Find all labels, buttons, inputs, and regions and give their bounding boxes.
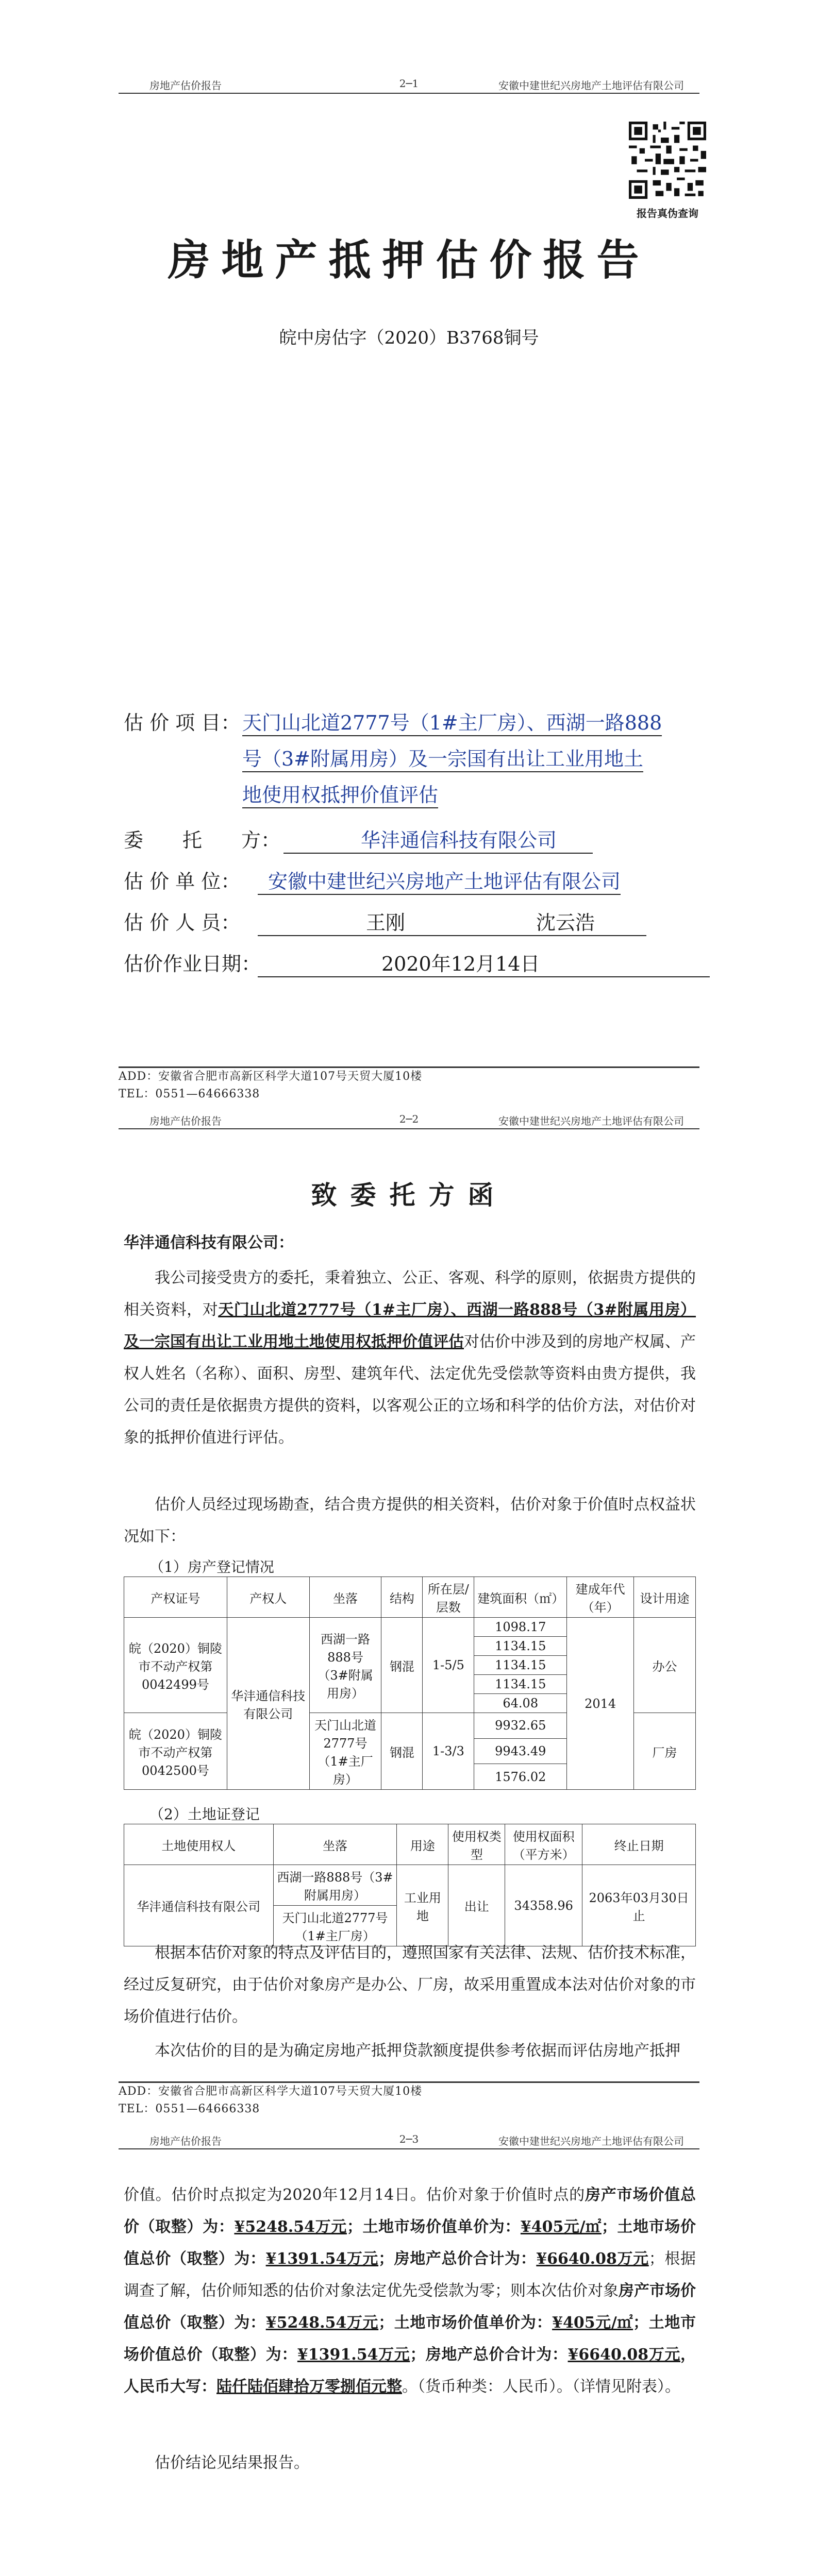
letter-paragraph-4: 本次估价的目的是为确定房地产抵押贷款额度提供参考依据而评估房地产抵押 (155, 2042, 680, 2060)
col-area: 建筑面积（㎡） (474, 1577, 567, 1618)
appraiser-value: 安徽中建世纪兴房地产土地评估有限公司 (258, 866, 621, 895)
date-value: 2020年12月14日 (258, 948, 710, 977)
area-1: 1098.17 (474, 1618, 567, 1637)
area-6: 9932.65 (474, 1713, 567, 1739)
col-land-type: 使用权类型 (448, 1824, 505, 1865)
col-year: 建成年代（年） (567, 1577, 634, 1618)
conclusion-paragraph-2: 估价结论见结果报告。 (155, 2454, 309, 2472)
land-location-1: 西湖一路888号（3#附属用房） (273, 1865, 397, 1906)
col-land-location: 坐落 (273, 1824, 397, 1865)
header-page-number: 2─3 (399, 2133, 419, 2145)
use-1: 办公 (634, 1618, 696, 1713)
page-header (119, 2133, 699, 2149)
conclusion-paragraph (124, 2179, 696, 2403)
build-year: 2014 (567, 1618, 634, 1790)
client-label: 委 托 方： (124, 829, 281, 852)
floor-2: 1-3/3 (423, 1713, 474, 1790)
date-label: 估价作业日期： (124, 953, 261, 975)
page-header (119, 77, 699, 94)
text: ，人民币大写： (124, 2346, 696, 2396)
table1-caption: （1）房产登记情况 (149, 1558, 274, 1575)
floor-1: 1-5/5 (423, 1618, 474, 1713)
p1-rest: 对估价中涉及到的房地产权属、产权人姓名（名称）、面积、房型、建筑年代、法定优先受偿款等资料由贵方提供，我公司的责任是依据贵方提供的资料，以客观公正的立场和科学的估价方法，对估价对象的抵押价值进行评估。 (124, 1333, 696, 1447)
col-owner: 产权人 (227, 1577, 309, 1618)
header-page-number: 2─1 (399, 77, 419, 90)
text: ；土地市场价值单价为： (378, 2314, 553, 2332)
area-8: 1576.02 (474, 1764, 567, 1790)
land-end-date: 2063年03月30日止 (582, 1865, 696, 1946)
text: ；根据调查了解，估价师知悉的估价对象法定优先受偿款为零；则本次估价对象 (124, 2250, 696, 2300)
header-right: 安徽中建世纪兴房地产土地评估有限公司 (498, 2135, 684, 2147)
letter-title: 致委托方函 (311, 1180, 507, 1210)
col-use: 设计用途 (634, 1577, 696, 1618)
footer-address: ADD：安徽省合肥市高新区科学大道107号天贸大厦10楼 (119, 1070, 423, 1083)
value-grand-total: ¥6640.08万元 (536, 2250, 649, 2268)
col-cert: 产权证号 (124, 1577, 227, 1618)
area-4: 1134.15 (474, 1675, 567, 1694)
qr-caption: 报告真伪查询 (637, 207, 698, 219)
col-land-area: 使用权面积（平方米） (505, 1824, 582, 1865)
property-registration-table (124, 1577, 696, 1790)
table-row (124, 1865, 696, 1906)
cover-page (0, 0, 818, 1100)
land-holder: 华沣通信科技有限公司 (124, 1865, 274, 1946)
cert-2: 皖（2020）铜陵市不动产权第0042500号 (124, 1713, 227, 1790)
value-land-unit: ¥405元/㎡ (520, 2218, 602, 2236)
page-footer (119, 2081, 699, 2118)
location-1: 西湖一路888号（3#附属用房） (309, 1618, 381, 1713)
project-label: 估 价 项 目： (124, 711, 241, 734)
table2-caption: （2）土地证登记 (149, 1806, 260, 1823)
col-land-end: 终止日期 (582, 1824, 696, 1865)
qr-code-icon[interactable] (629, 122, 706, 199)
conclusion-page (0, 2123, 818, 2576)
land-location-2: 天门山北道2777号（1#主厂房） (273, 1906, 397, 1946)
letter-paragraph-2: 估价人员经过现场勘查，结合贵方提供的相关资料，估价对象于价值时点权益状况如下： (124, 1496, 696, 1546)
col-location: 坐落 (309, 1577, 381, 1618)
col-structure: 结构 (381, 1577, 423, 1618)
page-header (119, 1113, 699, 1129)
header-left: 房地产估价报告 (149, 79, 222, 92)
col-land-use: 用途 (397, 1824, 448, 1865)
land-type: 出让 (448, 1865, 505, 1946)
col-floor: 所在层/层数 (423, 1577, 474, 1618)
text: ；土地市场价值总价（取整）为： (124, 2314, 696, 2364)
p1-intro: 我公司接受贵方的委托，秉着独立、公正、客观、科学的原则，依据贵方提供的相关资料，对 (124, 1269, 696, 1319)
area-7: 9943.49 (474, 1738, 567, 1764)
project-line-1: 天门山北道2777号（1#主厂房）、西湖一路888 (242, 707, 662, 736)
letter-salutation: 华沣通信科技有限公司： (124, 1234, 294, 1252)
land-certificate-table (124, 1824, 696, 1946)
appraiser-label: 估 价 单 位： (124, 870, 241, 893)
structure-2: 钢混 (381, 1713, 423, 1790)
value-land-total-2: ¥1391.54万元 (297, 2346, 410, 2364)
value-building-total-2: ¥5248.54万元 (265, 2314, 379, 2332)
text: ；土地市场价值单价为： (346, 2218, 521, 2236)
letter-paragraph-3: 根据本估价对象的特点及评估目的，遵照国家有关法律、法规、估价技术标准，经过反复研究，由于估价对象房产是办公、厂房，故采用重置成本法对估价对象的市场价值进行估价。 (124, 1944, 696, 2026)
staff-1: 王刚 (258, 907, 513, 936)
structure-1: 钢混 (381, 1618, 423, 1713)
location-2: 天门山北道2777号（1#主厂房） (309, 1713, 381, 1790)
owner: 华沣通信科技有限公司 (227, 1618, 309, 1790)
value-building-total: ¥5248.54万元 (234, 2218, 347, 2236)
client-value: 华沣通信科技有限公司 (283, 824, 593, 854)
value-in-words: 陆仟陆佰肆拾万零捌佰元整 (216, 2378, 402, 2396)
header-page-number: 2─2 (399, 1113, 419, 1125)
header-left: 房地产估价报告 (149, 2135, 222, 2147)
text: 房产市场价值总价（取整）为： (124, 2186, 696, 2236)
text: ；房地产总价合计为： (378, 2250, 537, 2268)
text: 房产市场价值总价（取整）为： (124, 2282, 696, 2332)
area-3: 1134.15 (474, 1656, 567, 1675)
land-area: 34358.96 (505, 1865, 582, 1946)
letter-paragraph-1 (124, 1262, 696, 1454)
staff-2: 沈云浩 (510, 907, 646, 936)
cert-1: 皖（2020）铜陵市不动产权第0042499号 (124, 1618, 227, 1713)
staff-label: 估 价 人 员： (124, 911, 241, 934)
project-line-3: 地使用权抵押价值评估 (242, 779, 438, 808)
col-land-holder: 土地使用权人 (124, 1824, 274, 1865)
letter-page (0, 1113, 818, 2195)
footer-tel: TEL：0551—64666338 (119, 1088, 260, 1100)
report-title: 房地产抵押估价报告 (168, 235, 650, 285)
value-land-total: ¥1391.54万元 (265, 2250, 379, 2268)
use-2: 厂房 (634, 1713, 696, 1790)
header-right: 安徽中建世纪兴房地产土地评估有限公司 (498, 1115, 684, 1127)
value-grand-total-2: ¥6640.08万元 (567, 2346, 680, 2364)
text: ；房地产总价合计为： (410, 2346, 568, 2364)
value-land-unit-2: ¥405元/㎡ (552, 2314, 633, 2332)
p1-project: 天门山北道2777号（1#主厂房）、西湖一路888号（3#附属用房）及一宗国有出让工业用地土地使用权抵押价值评估 (124, 1301, 696, 1351)
area-2: 1134.15 (474, 1637, 567, 1656)
text: ；土地市场价值总价（取整）为： (124, 2218, 696, 2268)
land-use: 工业用地 (397, 1865, 448, 1946)
header-left: 房地产估价报告 (149, 1115, 222, 1127)
document-number: 皖中房估字（2020）B3768铜号 (279, 328, 539, 348)
footer-address: ADD：安徽省合肥市高新区科学大道107号天贸大厦10楼 (119, 2085, 423, 2098)
header-right: 安徽中建世纪兴房地产土地评估有限公司 (498, 79, 684, 92)
project-line-2: 号（3#附属用房）及一宗国有出让工业用地土 (242, 743, 643, 772)
page-footer (119, 1066, 699, 1103)
area-5: 64.08 (474, 1694, 567, 1713)
text: 价值。估价时点拟定为2020年12月14日。估价对象于价值时点的 (124, 2186, 586, 2204)
footer-tel: TEL：0551—64666338 (119, 2103, 260, 2115)
text: 。（货币种类：人民币）。（详情见附表）。 (402, 2378, 680, 2396)
table-row (124, 1618, 696, 1637)
